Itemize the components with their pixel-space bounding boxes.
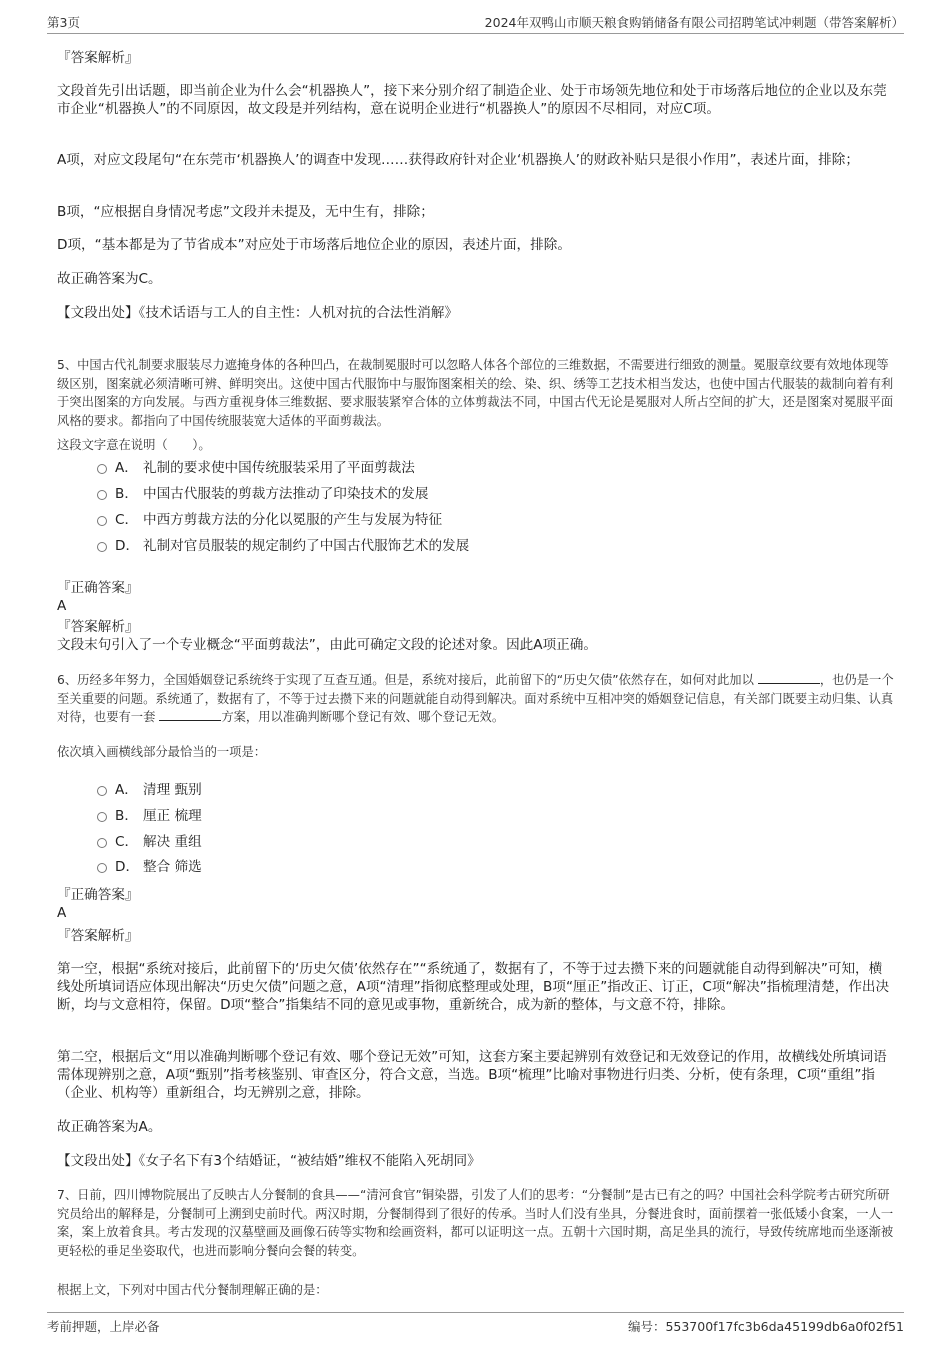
option-letter: C． bbox=[115, 834, 139, 850]
q4-analysis-label: 『答案解析』 bbox=[57, 50, 139, 66]
radio-icon[interactable] bbox=[97, 786, 107, 796]
q6-analysis-label: 『答案解析』 bbox=[57, 928, 139, 944]
radio-icon[interactable] bbox=[97, 812, 107, 822]
option-letter: A． bbox=[115, 460, 138, 476]
option-letter: B． bbox=[115, 808, 138, 824]
q5-question: 这段文字意在说明（ ）。 bbox=[57, 438, 211, 452]
q4-analysis-d: D项，“基本都是为了节省成本”对应处于市场落后地位企业的原因，表述片面，排除。 bbox=[57, 237, 571, 253]
option-text: 厘正 梳理 bbox=[143, 808, 202, 824]
q4-analysis-p1: 文段首先引出话题，即当前企业为什么会“机器换人”，接下来分别介绍了制造企业、处于市场领先地位和处于市场落后地位的企业以及东莞市企业“机器换人”的不同原因，故文段是并列结构，意在说明企业进行“机器换人”的原因不尽相同，对应C项。 bbox=[57, 83, 887, 117]
option-text: 中西方剪裁方法的分化以冕服的产生与发展为特征 bbox=[143, 512, 443, 528]
q6-answer-label: 『正确答案』 bbox=[57, 887, 139, 903]
page-footer bbox=[47, 1312, 904, 1335]
q6-stem bbox=[57, 671, 895, 727]
option-text: 礼制对官员服装的规定制约了中国古代服饰艺术的发展 bbox=[143, 538, 470, 554]
q5-analysis-label: 『答案解析』 bbox=[57, 619, 139, 635]
q6-question: 依次填入画横线部分最恰当的一项是： bbox=[57, 745, 267, 759]
q5-option-b[interactable] bbox=[97, 485, 428, 503]
document-title: 2024年双鸭山市顺天粮食购销储备有限公司招聘笔试冲刺题（带答案解析） bbox=[484, 15, 904, 30]
radio-icon[interactable] bbox=[97, 516, 107, 526]
q6-stem-part2: ，也仍是一个至关重要的问题。系统通了，数据有了，不等于过去攒下来的问题就能自动得到解决。面对系统中互相冲突的婚姻登记信息，有关部门既要主动归集、认真对待，也要有一套 bbox=[57, 673, 894, 724]
q5-analysis: 文段末句引入了一个专业概念“平面剪裁法”，由此可确定文段的论述对象。因此A项正确。 bbox=[57, 637, 597, 653]
radio-icon[interactable] bbox=[97, 542, 107, 552]
q4-analysis-a: A项，对应文段尾句“在东莞市‘机器换人’的调查中发现……获得政府针对企业‘机器换人’的财政补贴只是很小作用”，表述片面，排除； bbox=[57, 152, 859, 168]
fill-blank-1 bbox=[758, 671, 820, 684]
q6-analysis-p2: 第二空，根据后文“用以准确判断哪个登记有效、哪个登记无效”可知，这套方案主要起辨别有效登记和无效登记的作用，故横线处所填词语需体现辨别之意，A项“甄别”指考核鉴别、审查区分，符合文意，当选。B项“梳理”比喻对事物进行归类、分析，使有条理，C项“重组”指（企业、机构等）重新组合，均无辨别之意，排除。 bbox=[57, 1049, 887, 1101]
q6-analysis-p1: 第一空，根据“系统对接后，此前留下的‘历史欠债’依然存在”“系统通了，数据有了，不等于过去攒下来的问题就能自动得到解决”可知，横线处所填词语应体现出解决“历史欠债”问题之意，A项“清理”指彻底整理或处理，B项“厘正”指改正、订正，C项“解决”指梳理清楚，作出决断，均与文意相符，保留。D项“整合”指集结不同的意见或事物，重新统合，成为新的整体，与文意不符，排除。 bbox=[57, 961, 890, 1013]
q6-option-a[interactable] bbox=[97, 781, 202, 799]
option-text: 清理 甄别 bbox=[143, 782, 202, 798]
option-letter: B． bbox=[115, 486, 138, 502]
q5-answer: A bbox=[57, 598, 67, 614]
page-header bbox=[47, 9, 904, 34]
option-text: 解决 重组 bbox=[143, 834, 202, 850]
q7-question: 根据上文，下列对中国古代分餐制理解正确的是： bbox=[57, 1283, 328, 1297]
page-number: 第3页 bbox=[47, 15, 80, 30]
option-letter: D． bbox=[115, 538, 140, 554]
q6-source: 【文段出处】《女子名下有3个结婚证，“被结婚”维权不能陷入死胡同》 bbox=[57, 1153, 481, 1169]
q6-option-c[interactable] bbox=[97, 833, 202, 851]
q5-option-a[interactable] bbox=[97, 459, 415, 477]
q5-option-d[interactable] bbox=[97, 537, 469, 555]
radio-icon[interactable] bbox=[97, 838, 107, 848]
option-text: 礼制的要求使中国传统服装采用了平面剪裁法 bbox=[143, 460, 415, 476]
q6-conclusion: 故正确答案为A。 bbox=[57, 1119, 162, 1135]
footer-slogan: 考前押题，上岸必备 bbox=[47, 1319, 160, 1334]
q4-analysis-b: B项，“应根据自身情况考虑”文段并未提及，无中生有，排除； bbox=[57, 204, 434, 220]
q5-option-c[interactable] bbox=[97, 511, 442, 529]
q4-source: 【文段出处】《技术话语与工人的自主性：人机对抗的合法性消解》 bbox=[57, 305, 459, 321]
radio-icon[interactable] bbox=[97, 863, 107, 873]
q6-option-b[interactable] bbox=[97, 807, 202, 825]
option-letter: D． bbox=[115, 859, 140, 875]
q5-answer-label: 『正确答案』 bbox=[57, 580, 139, 596]
q6-option-d[interactable] bbox=[97, 858, 202, 876]
option-text: 整合 筛选 bbox=[143, 859, 202, 875]
q4-conclusion: 故正确答案为C。 bbox=[57, 271, 162, 287]
footer-doc-id: 编号：553700f17fc3b6da45199db6a0f02f51 bbox=[627, 1319, 904, 1334]
option-text: 中国古代服装的剪裁方法推动了印染技术的发展 bbox=[143, 486, 429, 502]
q6-answer: A bbox=[57, 905, 67, 921]
q6-stem-part1: 6、历经多年努力，全国婚姻登记系统终于实现了互查互通。但是，系统对接后，此前留下的“历史欠债”依然存在，如何对此加以 bbox=[57, 673, 754, 687]
option-letter: C． bbox=[115, 512, 139, 528]
option-letter: A． bbox=[115, 782, 138, 798]
radio-icon[interactable] bbox=[97, 490, 107, 500]
fill-blank-2 bbox=[159, 708, 221, 721]
radio-icon[interactable] bbox=[97, 464, 107, 474]
q7-stem: 7、日前，四川博物院展出了反映古人分餐制的食具——“清河食官”铜染器，引发了人们的思考：“分餐制”是古已有之的吗？中国社会科学院考古研究所研究员给出的解释是，分餐制可上溯到史前时代。两汉时期，分餐制得到了很好的传承。当时人们没有坐具，分餐进食时，面前摆着一张低矮小食案，一人一案，案上放着食具。考古发现的汉墓壁画及画像石砖等实物和绘画资料，都可以证明这一点。五朝十六国时期，高足坐具的流行，导致传统席地而坐逐渐被更轻松的垂足坐姿取代，也进而影响分餐向会餐的转变。 bbox=[57, 1188, 894, 1258]
q5-stem: 5、中国古代礼制要求服装尽力遮掩身体的各种凹凸，在裁制冕服时可以忽略人体各个部位的三维数据，不需要进行细致的测量。冕服章纹要有效地体现等级区别，图案就必须清晰可辨、鲜明突出。这使中国古代服饰中与服饰图案相关的绘、染、织、绣等工艺技术相当发达，也使中国古代服装的裁制向着有利于突出图案的方向发展。与西方重视身体三维数据、要求服装紧窄合体的立体剪裁法不同，中国古代无论是冕服对人所占空间的扩大，还是图案对冕服平面风格的要求。都指向了中国传统服装宽大适体的平面剪裁法。 bbox=[57, 358, 894, 428]
q6-stem-part3: 方案，用以准确判断哪个登记有效、哪个登记无效。 bbox=[221, 710, 505, 724]
